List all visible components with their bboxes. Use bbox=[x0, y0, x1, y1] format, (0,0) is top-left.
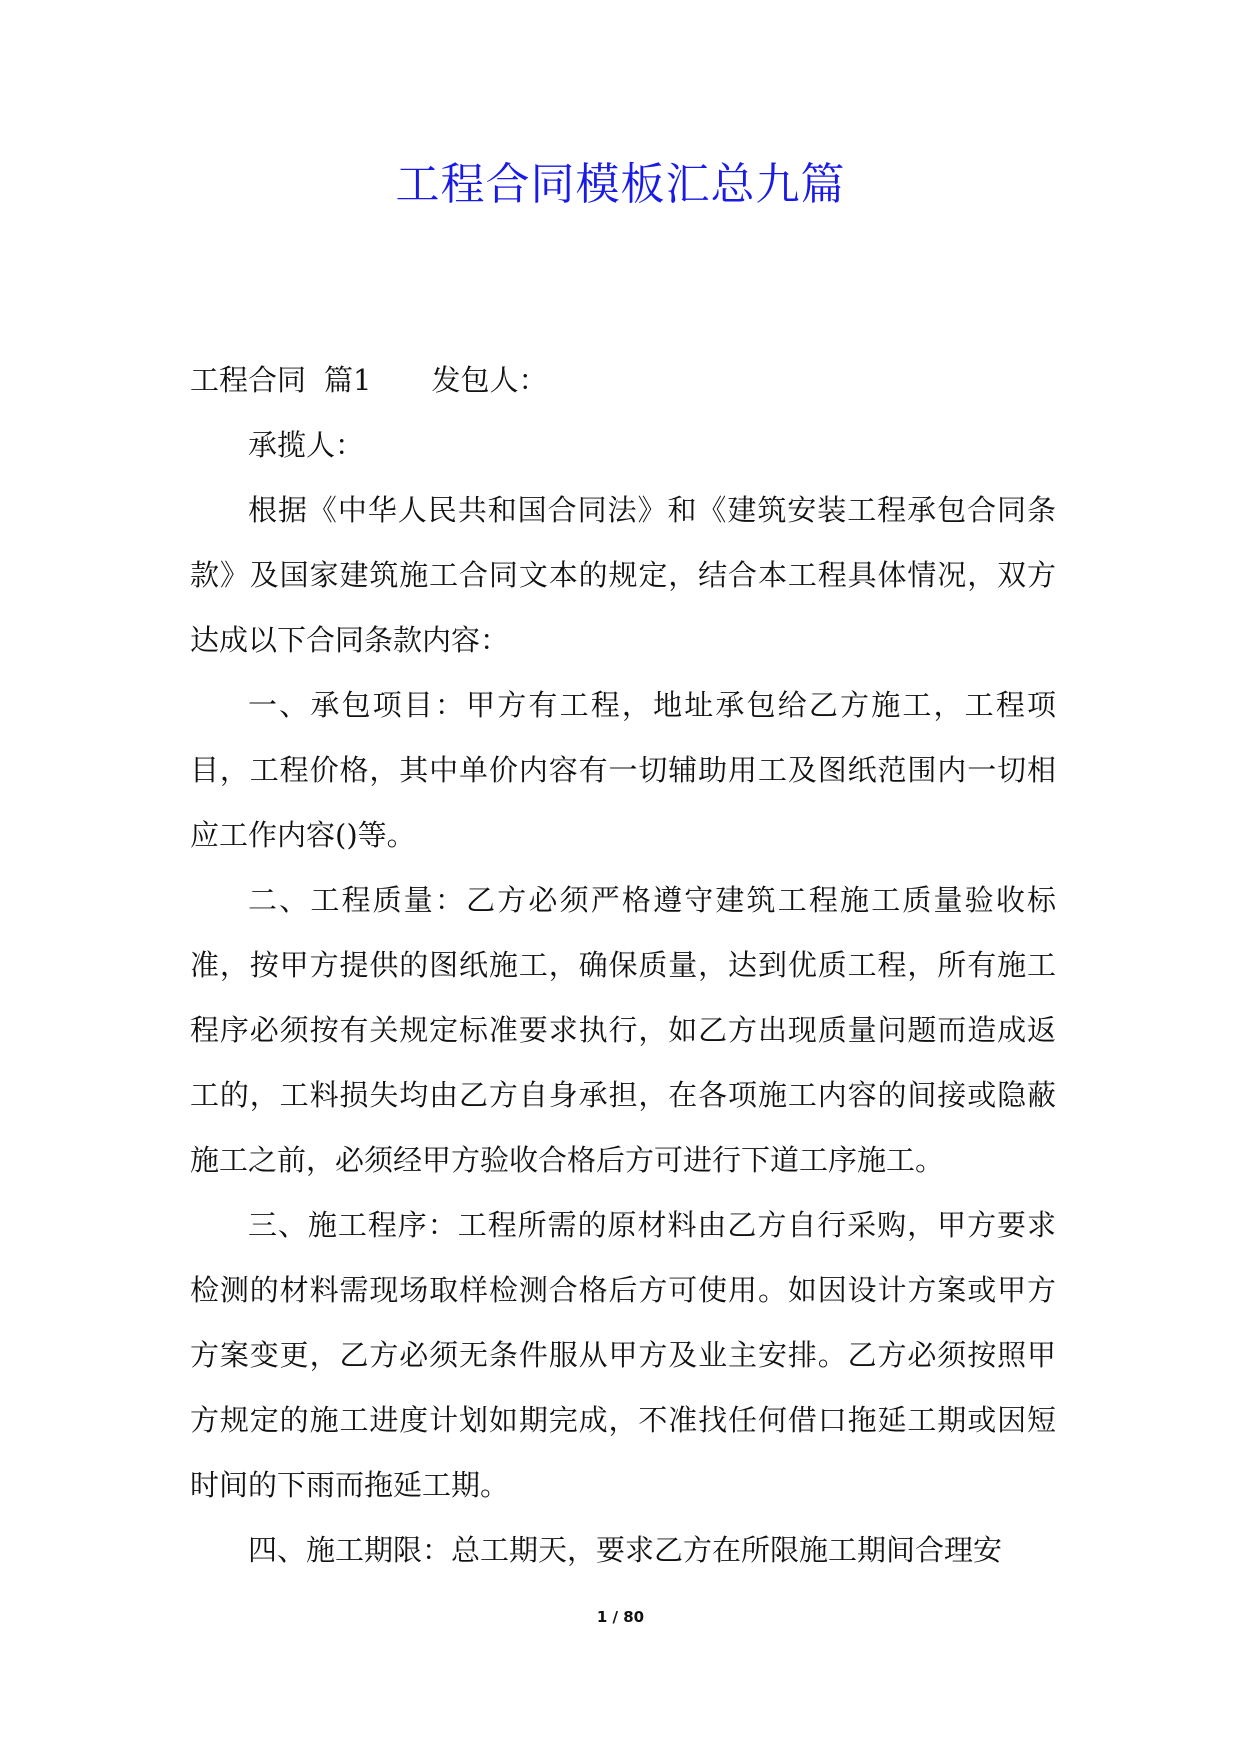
paragraph-clause-2: 二、工程质量：乙方必须严格遵守建筑工程施工质量验收标准，按甲方提供的图纸施工，确保质量，达到优质工程，所有施工程序必须按有关规定标准要求执行，如乙方出现质量问题而造成返工的，工料损失均由乙方自身承担，在各项施工内容的间接或隐蔽施工之前，必须经甲方验收合格后方可进行下道工序施工。 bbox=[190, 883, 1056, 1177]
paragraph-preamble: 根据《中华人民共和国合同法》和《建筑安装工程承包合同条款》及国家建筑施工合同文本的规定，结合本工程具体情况，双方达成以下合同条款内容： bbox=[190, 493, 1056, 657]
document-title: 工程合同模板汇总九篇 bbox=[395, 159, 846, 210]
paragraph-clause-3: 三、施工程序：工程所需的原材料由乙方自行采购，甲方要求检测的材料需现场取样检测合格后方可使用。如因设计方案或甲方方案变更，乙方必须无条件服从甲方及业主安排。乙方必须按照甲方规定的施工进度计划如期完成，不准找任何借口拖延工期或因短时间的下雨而拖延工期。 bbox=[190, 1208, 1056, 1502]
paragraph-clause-1: 一、承包项目：甲方有工程，地址承包给乙方施工，工程项目，工程价格，其中单价内容有一切辅助用工及图纸范围内一切相应工作内容()等。 bbox=[190, 688, 1056, 852]
paragraph-clause-4: 四、施工期限：总工期天，要求乙方在所限施工期间合理安 bbox=[248, 1533, 1003, 1567]
document-body bbox=[190, 348, 1056, 1583]
section-label: 篇1 bbox=[324, 363, 372, 397]
page-number: 1 / 80 bbox=[596, 1608, 645, 1626]
heading-line bbox=[190, 348, 1056, 413]
contract-label: 工程合同 bbox=[190, 363, 307, 397]
party-a-label: 发包人： bbox=[431, 363, 548, 397]
paragraph-contractor: 承揽人： bbox=[248, 428, 365, 462]
